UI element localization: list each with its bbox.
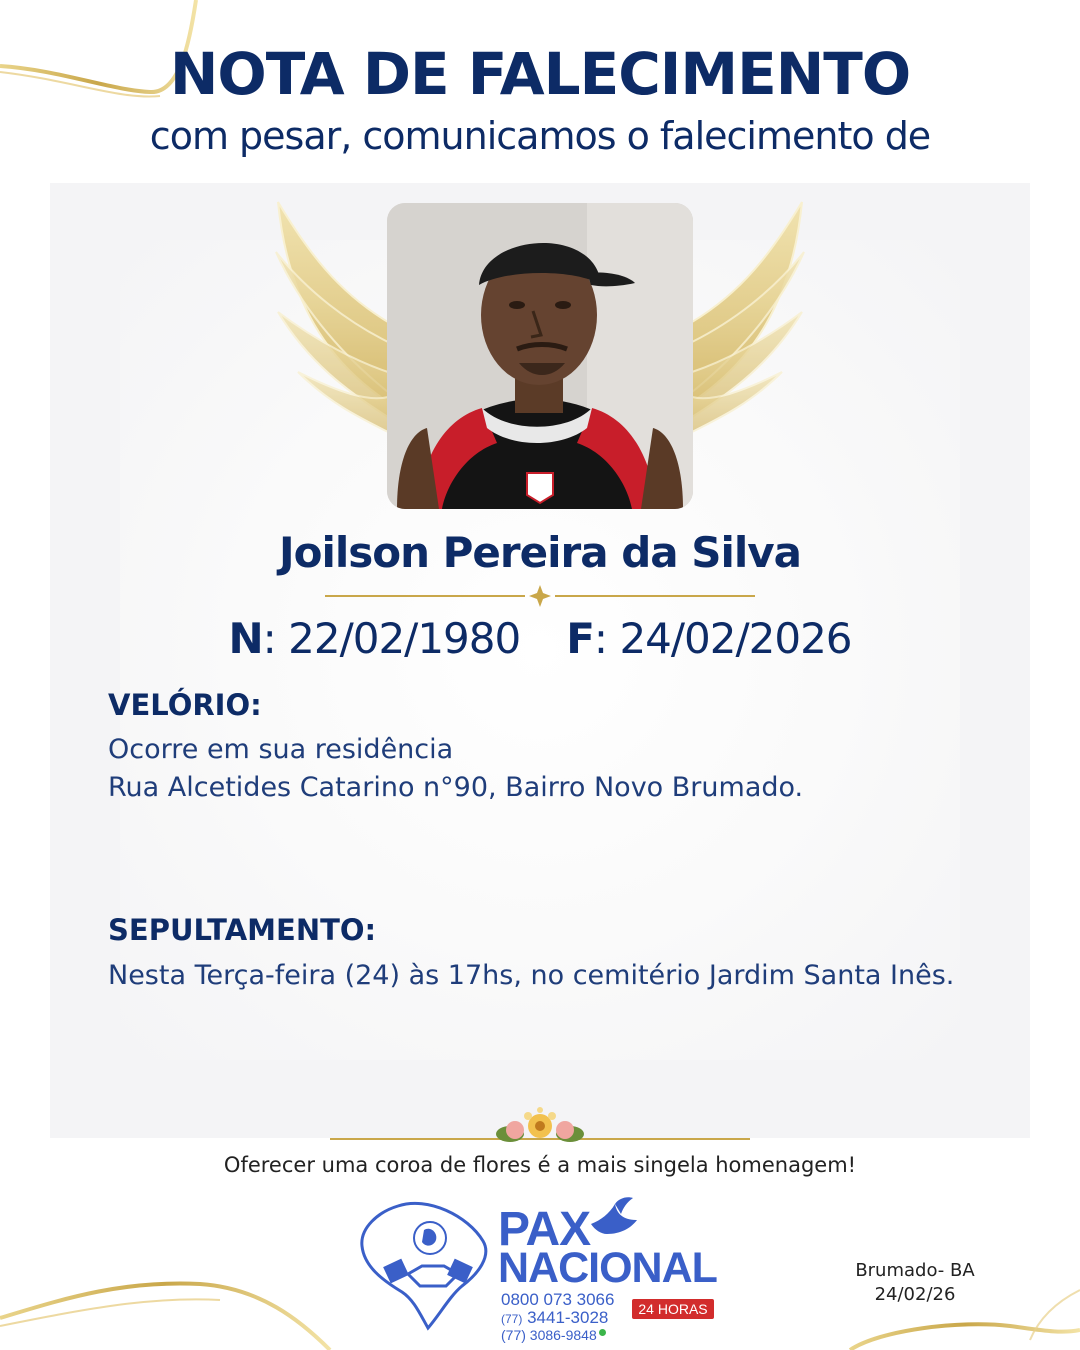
location: Brumado- BA [855,1260,975,1281]
phone-3[interactable] [501,1327,606,1343]
sepultamento-line-1: Nesta Terça-feira (24) às 17hs, no cemitério Jardim Santa Inês. [108,960,955,991]
24-hours-badge: 24 HORAS [632,1299,714,1319]
death-date: 24/02/2026 [619,614,852,663]
phone-1[interactable]: 0800 073 3066 [501,1290,615,1309]
life-dates [0,614,1080,663]
deceased-name: Joilson Pereira da Silva [279,528,801,577]
phone-2-area-code: (77) [501,1312,523,1326]
footer-tagline: Oferecer uma coroa de flores é a mais singela homenagem! [223,1153,857,1177]
death-label: F [566,614,594,663]
deceased-photo [387,203,693,509]
velorio-line-1: Ocorre em sua residência [108,734,454,765]
birth-date: 22/02/1980 [288,614,521,663]
dove-icon [587,1194,643,1240]
phone-3-number: (77) 3086-9848 [501,1327,597,1343]
publish-date: 24/02/26 [874,1284,956,1305]
phone-2[interactable] [501,1308,608,1328]
velorio-heading: VELÓRIO: [108,688,262,722]
colon: : [262,614,289,663]
birth-label: N [228,614,263,663]
brand-name-line-2: NACIONAL [498,1244,717,1292]
phone-2-number: 3441-3028 [527,1308,609,1327]
gold-star-divider-icon [325,585,755,607]
location-date [835,1259,995,1307]
brand-name-line-1: PAX [498,1203,591,1256]
sepultamento-heading: SEPULTAMENTO: [108,913,377,947]
brazil-map-handshake-logo-icon [358,1196,494,1332]
whatsapp-icon [599,1329,606,1336]
page-subtitle: com pesar, comunicamos o falecimento de [149,114,931,158]
velorio-line-2: Rua Alcetides Catarino n°90, Bairro Novo Brumado. [108,772,804,803]
page-title: NOTA DE FALECIMENTO [169,40,911,108]
colon: : [593,614,620,663]
flower-arrangement-icon [330,1106,750,1156]
